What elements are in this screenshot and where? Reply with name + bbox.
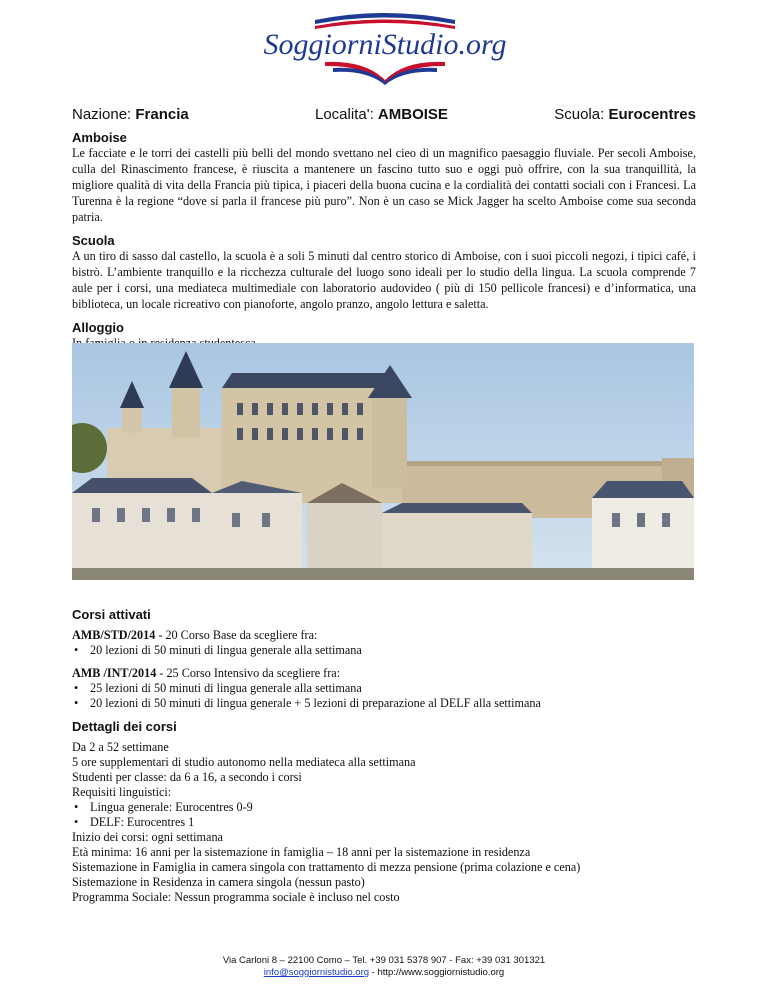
list-item: • 25 lezioni di 50 minuti di lingua generale alla settimana — [72, 681, 696, 696]
section-amboise — [72, 130, 696, 225]
location-field: Localita': AMBOISE — [315, 106, 448, 123]
section-scuola — [72, 233, 696, 312]
section-title: Scuola — [72, 233, 115, 248]
list-item: • 20 lezioni di 50 minuti di lingua generale alla settimana — [72, 643, 696, 658]
nation-value: Francia — [135, 106, 189, 123]
school-value: Eurocentres — [608, 106, 696, 123]
website-text: - http://www.soggiornistudio.org — [369, 967, 505, 978]
list-item: • DELF: Eurocentres 1 — [72, 815, 696, 830]
detail-line: Da 2 a 52 settimane — [72, 740, 169, 754]
list-item: • 20 lezioni di 50 minuti di lingua generale + 5 lezioni di preparazione al DELF alla settimana — [72, 696, 696, 711]
logo-text: SoggiorniStudio.org — [263, 28, 507, 61]
soggiornistudio-logo[interactable] — [255, 10, 515, 86]
detail-line: Sistemazione in Famiglia in camera singola con trattamento di mezza pensione (prima colazione e cena) — [72, 860, 581, 874]
section-text: A un tiro di sasso dal castello, la scuola è a soli 5 minuti dal centro storico di Amboise, con i suoi piccoli negozi, i tipici café, i bistrò. L’ambiente tranquillo e la ricchezza culturale del luogo sono ideali per lo studio della lingua. La scuola comprende 7 aule per i corsi, una mediateca multimediale con laboratorio audovideo ( più di 150 pellicole francesi) e d’informatica, una biblioteca, un locale ricreativo con pianoforte, angolo pranzo, angolo lettura e saletta. — [72, 249, 696, 311]
section-title: Amboise — [72, 130, 127, 145]
course-code: AMB /INT/2014 — [72, 666, 157, 680]
school-field: Scuola: Eurocentres — [554, 106, 696, 123]
intro-sections — [72, 130, 696, 359]
nation-field: Nazione: Francia — [72, 106, 189, 123]
detail-line: 5 ore supplementari di studio autonomo nella mediateca alla settimana — [72, 755, 416, 769]
course-desc: - 20 Corso Base da scegliere fra: — [155, 628, 318, 642]
detail-line: Inizio dei corsi: ogni settimana — [72, 830, 223, 844]
list-item: • Lingua generale: Eurocentres 0-9 — [72, 800, 696, 815]
detail-line: Età minima: 16 anni per la sistemazione in famiglia – 18 anni per la sistemazione in residenza — [72, 845, 531, 859]
page-footer — [0, 955, 768, 979]
course-desc: - 25 Corso Intensivo da scegliere fra: — [156, 666, 341, 680]
courses-title: Corsi attivati — [72, 607, 151, 622]
details-list — [72, 740, 696, 905]
course-code: AMB/STD/2014 — [72, 628, 156, 642]
detail-line: Requisiti linguistici: — [72, 785, 172, 799]
section-text: Le facciate e le torri dei castelli più belli del mondo svettano nel cieo di un magnifico paesaggio fluviale. Per secoli Amboise, culla del Rinascimento francese, è riuscita a mantenere un fascino tutto suo e oggi può offrire, con la sua tranquillità, la migliore qualità di vita della Francia più tipica, i piaceri della buona cucina e la cordialità dei contatti sociali con i Francesi. La Turenna è la regione “dove si parla il francese più puro”. Non è un caso se Mick Jagger ha scelto Amboise come sua seconda patria. — [72, 146, 696, 224]
location-value: AMBOISE — [377, 106, 448, 123]
footer-address: Via Carloni 8 – 22100 Como – Tel. +39 031 5378 907 - Fax: +39 031 301321 — [222, 955, 546, 966]
section-title: Alloggio — [72, 320, 124, 335]
courses-section — [72, 607, 696, 905]
detail-line: Sistemazione in Residenza in camera singola (nessun pasto) — [72, 875, 365, 889]
detail-line: Programma Sociale: Nessun programma sociale è incluso nel costo — [72, 890, 400, 904]
amboise-castle-photo — [72, 343, 694, 580]
detail-line: Studenti per classe: da 6 a 16, a secondo i corsi — [72, 770, 302, 784]
course-int — [72, 666, 696, 711]
email-link[interactable]: info@soggiornistudio.org — [263, 967, 370, 978]
details-title: Dettagli dei corsi — [72, 719, 177, 734]
course-std — [72, 628, 696, 658]
